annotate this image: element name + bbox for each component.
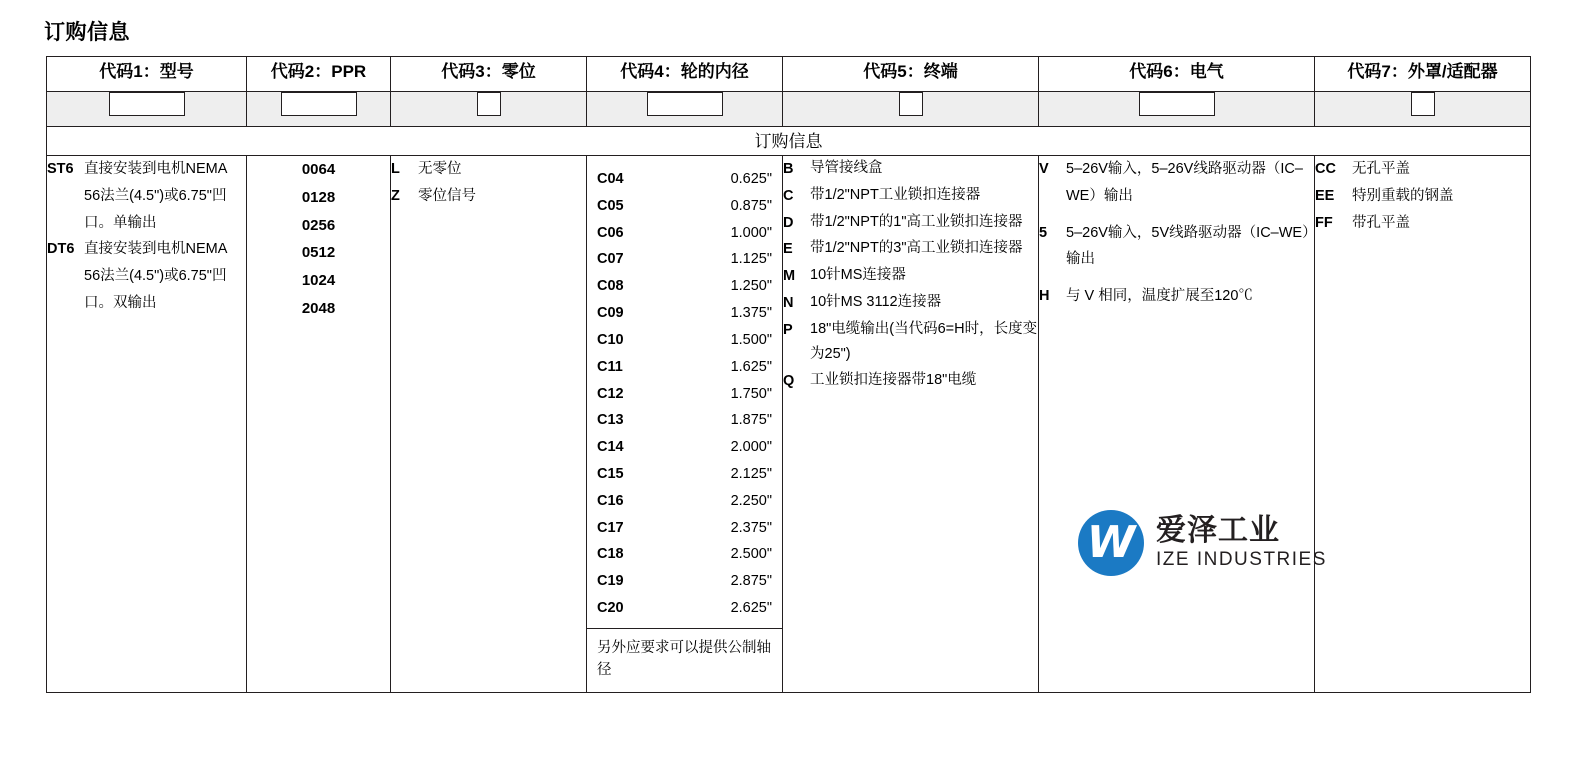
list-item bbox=[597, 515, 772, 542]
option-code: C15 bbox=[597, 465, 624, 482]
option-value: 2.375" bbox=[730, 519, 772, 536]
list-item bbox=[1039, 220, 1314, 274]
option-code: L bbox=[391, 161, 400, 177]
column-header-terminal: 代码5：终端 bbox=[783, 57, 1039, 92]
subheader-label: 订购信息 bbox=[47, 127, 1531, 156]
list-item bbox=[783, 183, 1038, 210]
list-item bbox=[1039, 283, 1314, 310]
selection-box-cover[interactable] bbox=[1411, 92, 1435, 116]
option-desc: 5–26V输入，5V线路驱动器（IC–WE）输出 bbox=[1066, 224, 1310, 268]
option-desc: 18"电缆输出(当代码6=H时，长度变为25") bbox=[810, 320, 1038, 363]
option-code: B bbox=[783, 161, 794, 177]
selection-cell-electrical bbox=[1039, 92, 1315, 127]
cell-index-options bbox=[391, 156, 587, 693]
option-desc: 直接安装到电机NEMA 56法兰(4.5")或6.75"凹口。单输出 bbox=[84, 161, 227, 231]
selection-box-model[interactable] bbox=[109, 92, 185, 116]
option-value: 2.250" bbox=[730, 492, 772, 509]
option-desc: 特别重载的钢盖 bbox=[1352, 187, 1454, 204]
option-code: C16 bbox=[597, 492, 624, 509]
column-header-model: 代码1：型号 bbox=[47, 57, 247, 92]
list-item bbox=[597, 354, 772, 381]
list-item bbox=[597, 568, 772, 595]
option-code: C07 bbox=[597, 251, 624, 268]
table-body-row bbox=[47, 156, 1531, 693]
option-code: C06 bbox=[597, 224, 624, 241]
option-value: 1.250" bbox=[730, 278, 772, 295]
option-code: C11 bbox=[597, 358, 623, 375]
option-code: C05 bbox=[597, 197, 624, 214]
list-item bbox=[597, 541, 772, 568]
selection-box-index[interactable] bbox=[477, 92, 501, 116]
column-header-electrical: 代码6：电气 bbox=[1039, 57, 1315, 92]
option-desc: 5–26V输入，5–26V线路驱动器（IC–WE）输出 bbox=[1066, 161, 1303, 204]
option-value: 2.625" bbox=[730, 600, 772, 616]
option-desc: 10针MS连接器 bbox=[810, 267, 906, 284]
list-item bbox=[597, 407, 772, 434]
option-value: 2.000" bbox=[730, 439, 772, 456]
option-code: DT6 bbox=[47, 241, 75, 258]
list-item bbox=[597, 166, 772, 193]
option-value: 1.125" bbox=[730, 251, 772, 268]
option-code: M bbox=[783, 268, 796, 285]
option-desc: 导管接线盒 bbox=[810, 160, 883, 176]
selection-cell-bore bbox=[587, 92, 783, 127]
list-item bbox=[597, 595, 772, 622]
cell-cover-options bbox=[1315, 156, 1531, 693]
list-item: 0256 bbox=[301, 216, 336, 234]
list-item bbox=[783, 210, 1038, 237]
selection-box-terminal[interactable] bbox=[899, 92, 923, 116]
cell-model-options bbox=[47, 156, 247, 693]
option-code: Q bbox=[783, 372, 795, 389]
list-item: 2048 bbox=[301, 299, 336, 317]
option-code: V bbox=[1039, 161, 1049, 177]
option-code: P bbox=[783, 321, 793, 338]
option-desc: 零位信号 bbox=[418, 187, 476, 204]
selection-cell-cover bbox=[1315, 92, 1531, 127]
option-desc: 无孔平盖 bbox=[1352, 161, 1410, 177]
option-desc: 无零位 bbox=[418, 161, 462, 177]
option-value: 1.500" bbox=[730, 331, 772, 348]
option-code: C19 bbox=[597, 573, 624, 590]
option-desc: 工业锁扣连接器带18"电缆 bbox=[810, 371, 977, 388]
option-value: 1.375" bbox=[730, 305, 772, 322]
option-code: C17 bbox=[597, 519, 624, 536]
logo-mark-letter: W bbox=[1086, 517, 1136, 568]
list-item bbox=[783, 236, 1038, 263]
option-value: 2.875" bbox=[730, 573, 772, 590]
option-code: C04 bbox=[597, 171, 624, 187]
option-code: E bbox=[783, 241, 793, 258]
selection-box-row bbox=[47, 92, 1531, 127]
option-desc: 带孔平盖 bbox=[1352, 214, 1410, 231]
bore-metric-note: 另外应要求可以提供公制轴径 bbox=[587, 628, 782, 692]
option-value: 2.500" bbox=[730, 546, 772, 563]
cell-electrical-options bbox=[1039, 156, 1315, 693]
option-desc: 直接安装到电机NEMA 56法兰(4.5")或6.75"凹口。双输出 bbox=[84, 241, 227, 312]
list-item bbox=[597, 220, 772, 247]
cell-terminal-options bbox=[783, 156, 1039, 693]
option-code: D bbox=[783, 214, 794, 231]
list-item bbox=[597, 461, 772, 488]
list-item bbox=[597, 381, 772, 408]
option-value: 2.125" bbox=[730, 465, 772, 482]
option-desc: 带1/2"NPT工业锁扣连接器 bbox=[810, 186, 981, 203]
bore-list bbox=[587, 156, 782, 628]
list-item bbox=[1315, 156, 1530, 183]
option-desc: 与 V 相同，温度扩展至120℃ bbox=[1066, 288, 1253, 305]
option-desc: 带1/2"NPT的3"高工业锁扣连接器 bbox=[810, 240, 1023, 257]
list-item bbox=[783, 290, 1038, 317]
option-code: EE bbox=[1315, 187, 1335, 204]
option-code: C18 bbox=[597, 546, 624, 563]
selection-cell-model bbox=[47, 92, 247, 127]
option-value: 0.625" bbox=[730, 171, 772, 187]
list-item bbox=[597, 193, 772, 220]
selection-cell-ppr bbox=[247, 92, 391, 127]
option-code: C14 bbox=[597, 439, 624, 456]
list-item bbox=[783, 263, 1038, 290]
list-item bbox=[1315, 183, 1530, 210]
list-item bbox=[597, 488, 772, 515]
option-code: C08 bbox=[597, 278, 624, 295]
option-code: C13 bbox=[597, 412, 624, 429]
company-logo bbox=[1078, 510, 1327, 576]
option-value: 1.875" bbox=[730, 412, 772, 429]
page-title: 订购信息 bbox=[44, 21, 130, 44]
list-item bbox=[597, 273, 772, 300]
ordering-information-table bbox=[46, 56, 1531, 693]
option-code: H bbox=[1039, 288, 1050, 305]
selection-cell-terminal bbox=[783, 92, 1039, 127]
option-value: 1.000" bbox=[730, 224, 772, 241]
column-header-cover: 代码7：外罩/适配器 bbox=[1315, 57, 1531, 92]
list-item bbox=[391, 156, 586, 183]
list-item bbox=[783, 156, 1038, 183]
list-item bbox=[597, 434, 772, 461]
list-item bbox=[597, 246, 772, 273]
option-code: C bbox=[783, 187, 794, 204]
column-header-bore: 代码4：轮的内径 bbox=[587, 57, 783, 92]
list-item bbox=[47, 156, 246, 236]
option-code: C10 bbox=[597, 331, 624, 348]
list-item: 0064 bbox=[301, 161, 336, 178]
list-item: 0512 bbox=[301, 244, 336, 262]
column-header-index: 代码3：零位 bbox=[391, 57, 587, 92]
option-code: CC bbox=[1315, 161, 1336, 177]
option-code: 5 bbox=[1039, 224, 1048, 241]
list-item bbox=[47, 236, 246, 316]
option-code: C20 bbox=[597, 600, 624, 616]
list-item: 0128 bbox=[301, 188, 336, 206]
list-item bbox=[1315, 210, 1530, 237]
list-item bbox=[783, 317, 1038, 368]
selection-cell-index bbox=[391, 92, 587, 127]
list-item bbox=[597, 300, 772, 327]
list-item bbox=[391, 183, 586, 210]
option-value: 1.625" bbox=[730, 358, 772, 375]
cell-ppr-options bbox=[247, 156, 391, 693]
selection-box-electrical[interactable] bbox=[1139, 92, 1215, 116]
option-code: C09 bbox=[597, 305, 624, 322]
list-item: 1024 bbox=[301, 272, 336, 289]
table-header-row bbox=[47, 57, 1531, 92]
option-code: ST6 bbox=[47, 161, 74, 177]
order-info-page bbox=[0, 16, 1574, 774]
list-item bbox=[783, 368, 1038, 395]
logo-english-name: IZE INDUSTRIES bbox=[1156, 548, 1327, 570]
cell-bore-options bbox=[587, 156, 783, 693]
option-desc: 10针MS 3112连接器 bbox=[810, 294, 942, 311]
logo-chinese-name: 爱泽工业 bbox=[1156, 514, 1280, 548]
subheader-row bbox=[47, 127, 1531, 156]
option-code: C12 bbox=[597, 385, 624, 402]
list-item bbox=[597, 327, 772, 354]
logo-mark-icon bbox=[1078, 510, 1144, 576]
option-value: 1.750" bbox=[730, 385, 772, 402]
logo-text bbox=[1156, 514, 1327, 571]
list-item bbox=[1039, 156, 1314, 210]
option-code: FF bbox=[1315, 214, 1333, 231]
option-code: Z bbox=[391, 187, 400, 204]
selection-box-bore[interactable] bbox=[647, 92, 723, 116]
option-code: N bbox=[783, 295, 794, 312]
column-header-ppr: 代码2：PPR bbox=[247, 57, 391, 92]
selection-box-ppr[interactable] bbox=[281, 92, 357, 116]
option-desc: 带1/2"NPT的1"高工业锁扣连接器 bbox=[810, 213, 1023, 230]
option-value: 0.875" bbox=[730, 197, 772, 214]
